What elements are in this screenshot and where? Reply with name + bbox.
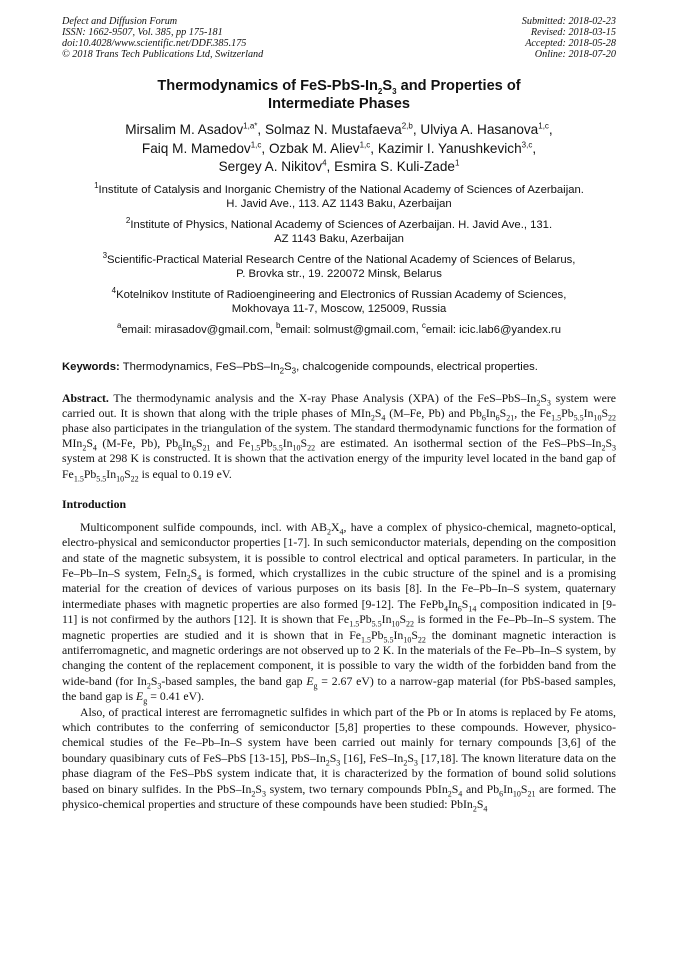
intro-paragraph-2: Also, of practical interest are ferromagnetic sulfides in which part of the Pb or In atoms is replaced by Fe atoms, which contributes to the conferring of semiconductor [5,8] properties to these compounds. However, physico-chemical studies of the Fe–Pb–In–S system have been carried out mainly for ternary compounds [3,6] of the boundary quasibinary cuts of FeS–PbS [13-15], PbS–$In_2S_3$ [16], FeS–$In_2S_3$ [17,18]. The known literature data on the phase diagram of the FeS–PbS system indicate that, it is characterized by the formation of bound solid solutions based on binary sulfides. In the PbS–$In_2S_3$ system, two ternary compounds $PbIn_2S_4$ and $Pb_6In_{10}S_{21}$ are formed. The physico-chemical properties and structure of these compounds have been studied: $PbIn_2S_4$ bbox=[62, 704, 616, 814]
author: Sergey A. Nikitov bbox=[218, 159, 323, 174]
online-date: Online: 2018-07-20 bbox=[534, 49, 616, 60]
abstract: Abstract. The thermodynamic analysis and the X-ray Phase Analysis (XPA) of the FeS–$PbS-In_2S_3$ system were carried out. It is shown that along with the triple phases of $MIn_2S_4$ (M–Fe, Pb) and $Pb_6In_6S_{21}$, the $Fe_{1.5}Pb_{5.5}In_{10}S_{22}$ phase also participates in the triangulation of the system. The standard thermodynamic functions for the formation of $MIn_2S_4$ (M-Fe, Pb), $Pb_6In_6S_{21}$ and $Fe_{1.5}Pb_{5.5}In_{10}S_{22}$ are estimated. An isothermal section of the FeS–$PbS-In_2S_3$ system at 298 K is constructed. It is shown that the activation energy of the impurity level located in the band gap of $Fe_{1.5}Pb_{5.5}In_{10}S_{22}$ is equal to 0.19 eV. bbox=[62, 390, 616, 483]
affiliation-3: $^3$Scientific-Practical Material Research Centre of the National Academy of Sciences of Belarus, P. Brovka str., 19. 220072 Minsk, Belarus bbox=[102, 250, 576, 280]
author: Mirsalim M. Asadov bbox=[125, 122, 244, 137]
issn: ISSN: 1662-9507, Vol. 385, pp 175-181 bbox=[62, 27, 223, 38]
affiliation-2: $^2$Institute of Physics, National Academy of Sciences of Azerbaijan. H. Javid Ave., 131. AZ 1143 Baku, Azerbaijan bbox=[125, 215, 553, 245]
author: Kazimir I. Yanushkevich bbox=[377, 140, 522, 156]
copyright: © 2018 Trans Tech Publications Ltd, Switzerland bbox=[62, 49, 264, 60]
header-right bbox=[522, 16, 616, 60]
journal-name: Defect and Diffusion Forum bbox=[62, 16, 178, 27]
affiliation-4: $^4$Kotelnikov Institute of Radioengineering and Electronics of Russian Academy of Sciences, Mokhovaya 11-7, Moscow, 125009, Russia bbox=[111, 285, 567, 315]
revised-date: Revised: 2018-03-15 bbox=[530, 27, 616, 38]
author: Esmira S. Kuli-Zade bbox=[334, 159, 455, 174]
journal-header bbox=[62, 16, 616, 60]
author: Solmaz N. Mustafaeva bbox=[264, 122, 402, 137]
header-left bbox=[62, 16, 263, 60]
author-list: Mirsalim M. Asadov$^{1,a*}$, Solmaz N. Mustafaeva$^{2,b}$, Ulviya A. Hasanova$^{1,c}$, Faiq M. Mamedov$^{1,c}$, Ozbak M. Aliev$^{1,c}$, Kazimir I. Yanushkevich$^{3,c}$, Sergey A. Nikitov$^4$, Esmira S. Kuli-Zade$^1$ bbox=[125, 121, 553, 174]
section-heading-introduction: Introduction bbox=[62, 496, 127, 511]
keywords: Keywords: Thermodynamics, FeS–$PbS-In_2S_3$, chalcogenide compounds, electrical properties. bbox=[62, 360, 538, 375]
submitted-date: Submitted: 2018-02-23 bbox=[521, 16, 616, 27]
intro-paragraph-1: Multicomponent sulfide compounds, incl. with $AB_2X_4$, have a complex of physico-chemical, magneto-optical, electro-physical and semiconductor properties [1-7]. In such semiconductor materials, depending on the composition and state of the magnetic subsystem, it is possible to control electrical and optical parameters. In particular, in the Fe–Pb–In–S system, $FeIn_2S_4$ is formed, which crystallizes in the cubic structure of the spinel and is a promising material for the creation of devices of various purposes on its basis [8]. In the Fe–Pb–In–S system, quaternary intermediate phases with magnetic properties are also formed [9-12]. The $FePb_4In_6S_{14}$ composition indicated in [9-11] is not confirmed by the authors [12]. It is shown that $Fe_{1.5}Pb_{5.5}In_{10}S_{22}$ is formed in the Fe–Pb–In–S system. The magnetic properties are studied and it is shown that in $Fe_{1.5}Pb_{5.5}In_{10}S_{22}$ the dominant magnetic interaction is antiferromagnetic, and magnetic orderings are not observed up to 2 K. In the materials of the Fe–Pb–In–S system, by changing the content of the replacement component, it is possible to vary the width of the forbidden band from the wide-band (for $In_2S_3$-based samples, the band gap $E_g = 2.67$ eV) to a narrow-gap material (for PbS-based samples, the band gap is $E_g = 0.41$ eV). bbox=[62, 519, 616, 706]
author: Ulviya A. Hasanova bbox=[420, 122, 539, 137]
accepted-date: Accepted: 2018-05-28 bbox=[525, 38, 616, 49]
author: Faiq M. Mamedov bbox=[141, 140, 251, 156]
affiliation-1: $^1$Institute of Catalysis and Inorganic Chemistry of the National Academy of Sciences of Azerbaijan. H. Javid Ave., 113. AZ 1143 Baku, Azerbaijan bbox=[94, 180, 584, 210]
paper-title: Thermodynamics of FeS-$PbS-In_2S_3$ and Properties of Intermediate Phases bbox=[157, 78, 521, 112]
author-emails: $^a$email: mirasadov@gmail.com, $^b$email: solmust@gmail.com, $^c$email: icic.lab6@yandex.ru bbox=[116, 320, 562, 336]
doi: doi:10.4028/www.scientific.net/DDF.385.175 bbox=[62, 38, 247, 49]
author: Ozbak M. Aliev bbox=[268, 140, 360, 156]
